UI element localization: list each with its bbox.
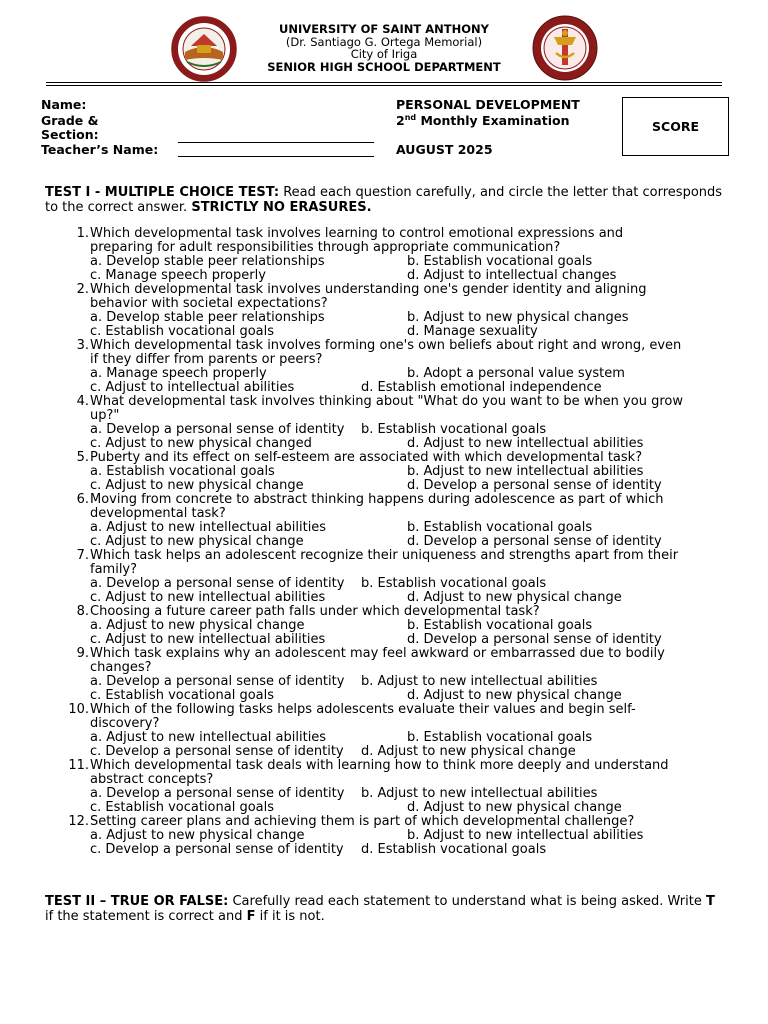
option-d[interactable]: d. Adjust to new intellectual abilities [407, 436, 644, 451]
option-b[interactable]: b. Establish vocational goals [407, 254, 593, 269]
option-c[interactable]: c. Adjust to new physical changed [90, 436, 312, 451]
question-number: 12. [68, 814, 89, 829]
question-text: What developmental task involves thinking about "What do you want to be when you grow [90, 394, 683, 409]
question-text: preparing for adult responsibilities through appropriate communication? [90, 240, 561, 255]
option-b[interactable]: b. Establish vocational goals [407, 520, 593, 535]
department-name: SENIOR HIGH SCHOOL DEPARTMENT [267, 60, 501, 74]
option-b[interactable]: b. Establish vocational goals [361, 576, 547, 591]
option-a[interactable]: a. Adjust to new intellectual abilities [90, 730, 327, 745]
section-label: Section: [41, 127, 99, 142]
option-d[interactable]: d. Manage sexuality [407, 324, 538, 339]
question-item [45, 703, 735, 759]
question-text: Choosing a future career path falls under which developmental task? [90, 604, 540, 619]
question-item [45, 647, 735, 703]
exam-date: AUGUST 2025 [396, 142, 493, 157]
question-number: 11. [68, 758, 89, 773]
question-item [45, 283, 735, 339]
test1-emphasis: STRICTLY NO ERASURES. [191, 200, 372, 215]
city-name: City of Iriga [350, 47, 418, 61]
section-field-line[interactable] [178, 142, 374, 143]
question-text: behavior with societal expectations? [90, 296, 328, 311]
option-a[interactable]: a. Develop a personal sense of identity [90, 422, 345, 437]
question-item [45, 815, 735, 857]
question-number: 3. [76, 338, 89, 353]
score-box [622, 97, 729, 156]
exam-title: 2nd Monthly Examination [396, 112, 570, 128]
university-name: UNIVERSITY OF SAINT ANTHONY [279, 22, 489, 36]
test2-instructions: TEST II – TRUE OR FALSE: Carefully read each statement to understand what is being asked. Write T if the statement is correct and F if it is not. [45, 894, 715, 924]
option-a[interactable]: a. Adjust to new physical change [90, 618, 305, 633]
option-c[interactable]: c. Develop a personal sense of identity [90, 744, 344, 759]
question-number: 8. [76, 604, 89, 619]
option-b[interactable]: b. Adjust to new intellectual abilities [361, 674, 598, 689]
option-b[interactable]: b. Adjust to new intellectual abilities [407, 828, 644, 843]
option-d[interactable]: d. Adjust to new physical change [407, 688, 622, 703]
option-b[interactable]: b. Adjust to new physical changes [407, 310, 629, 325]
question-text: Which task explains why an adolescent may feel awkward or embarrassed due to bodily [90, 646, 665, 661]
question-text: Which developmental task involves learning to control emotional expressions and [90, 226, 624, 241]
question-text: Moving from concrete to abstract thinking happens during adolescence as part of which [90, 492, 664, 507]
question-number: 5. [76, 450, 89, 465]
question-number: 4. [76, 394, 89, 409]
question-item [45, 605, 735, 647]
option-d[interactable]: d. Develop a personal sense of identity [407, 478, 662, 493]
name-label: Name: [41, 97, 87, 112]
option-c[interactable]: c. Adjust to new physical change [90, 534, 304, 549]
option-d[interactable]: d. Adjust to new physical change [407, 800, 622, 815]
option-b[interactable]: b. Establish vocational goals [361, 422, 547, 437]
subject-title: PERSONAL DEVELOPMENT [396, 97, 580, 112]
memorial-name: (Dr. Santiago G. Ortega Memorial) [285, 35, 483, 49]
question-item [45, 759, 735, 815]
header-rule-top [46, 82, 722, 83]
question-text: developmental task? [90, 506, 226, 521]
question-text: if they differ from parents or peers? [90, 352, 323, 367]
question-text: up?" [90, 408, 120, 423]
question-item [45, 395, 735, 451]
question-number: 2. [76, 282, 89, 297]
test1-instructions [45, 185, 725, 215]
option-d[interactable]: d. Adjust to intellectual changes [407, 268, 617, 283]
question-text: Which task helps an adolescent recognize their uniqueness and strengths apart from their [90, 548, 679, 563]
option-c[interactable]: c. Establish vocational goals [90, 688, 275, 703]
option-d[interactable]: d. Adjust to new physical change [361, 744, 576, 759]
option-c[interactable]: c. Adjust to new intellectual abilities [90, 590, 326, 605]
option-c[interactable]: c. Develop a personal sense of identity [90, 842, 344, 857]
question-text: Setting career plans and achieving them is part of which developmental challenge? [90, 814, 635, 829]
option-c[interactable]: c. Adjust to intellectual abilities [90, 380, 295, 395]
question-text: family? [90, 562, 138, 577]
option-c[interactable]: c. Establish vocational goals [90, 324, 275, 339]
question-number: 10. [68, 702, 89, 717]
option-c[interactable]: c. Manage speech properly [90, 268, 266, 283]
option-b[interactable]: b. Adopt a personal value system [407, 366, 625, 381]
option-a[interactable]: a. Adjust to new intellectual abilities [90, 520, 327, 535]
question-text: Which developmental task deals with learning how to think more deeply and understand [90, 758, 669, 773]
test1-text: Read each question carefully, and circle the letter that corresponds to the correct answer. [45, 185, 723, 215]
question-number: 1. [76, 226, 89, 241]
option-b[interactable]: b. Establish vocational goals [407, 730, 593, 745]
header-rule-bottom [46, 85, 722, 86]
question-text: abstract concepts? [90, 772, 214, 787]
question-text: Which developmental task involves forming one's own beliefs about right and wrong, even [90, 338, 682, 353]
option-d[interactable]: d. Adjust to new physical change [407, 590, 622, 605]
option-a[interactable]: a. Develop a personal sense of identity [90, 674, 345, 689]
question-text: Puberty and its effect on self-esteem are associated with which developmental task? [90, 450, 643, 465]
option-a[interactable]: a. Establish vocational goals [90, 464, 275, 479]
option-d[interactable]: d. Establish vocational goals [361, 842, 547, 857]
question-item [45, 339, 735, 395]
question-text: changes? [90, 660, 152, 675]
score-label: SCORE [652, 119, 699, 134]
question-item [45, 451, 735, 493]
option-a[interactable]: a. Develop a personal sense of identity [90, 786, 345, 801]
grade-label: Grade & [41, 113, 99, 128]
teacher-field-line[interactable] [178, 156, 374, 157]
question-text: Which developmental task involves understanding one's gender identity and aligning [90, 282, 647, 297]
question-text: Which of the following tasks helps adolescents evaluate their values and begin self- [90, 702, 636, 717]
question-number: 6. [76, 492, 89, 507]
question-item [45, 549, 735, 605]
question-item [45, 493, 735, 549]
test1-title: TEST I - MULTIPLE CHOICE TEST: [45, 185, 280, 200]
option-b[interactable]: b. Establish vocational goals [407, 618, 593, 633]
teacher-label: Teacher’s Name: [41, 142, 159, 157]
option-a[interactable]: a. Adjust to new physical change [90, 828, 305, 843]
question-number: 7. [76, 548, 89, 563]
question-list [45, 227, 735, 857]
option-d[interactable]: d. Develop a personal sense of identity [407, 534, 662, 549]
question-text: discovery? [90, 716, 160, 731]
option-c[interactable]: c. Adjust to new physical change [90, 478, 304, 493]
option-d[interactable]: d. Establish emotional independence [361, 380, 602, 395]
option-b[interactable]: b. Adjust to new intellectual abilities [407, 464, 644, 479]
option-a[interactable]: a. Manage speech properly [90, 366, 267, 381]
option-a[interactable]: a. Develop stable peer relationships [90, 310, 325, 325]
option-c[interactable]: c. Adjust to new intellectual abilities [90, 632, 326, 647]
question-item [45, 227, 735, 283]
option-c[interactable]: c. Establish vocational goals [90, 800, 275, 815]
option-a[interactable]: a. Develop a personal sense of identity [90, 576, 345, 591]
question-number: 9. [76, 646, 89, 661]
test2-title: TEST II – TRUE OR FALSE: [45, 894, 229, 909]
option-d[interactable]: d. Develop a personal sense of identity [407, 632, 662, 647]
option-a[interactable]: a. Develop stable peer relationships [90, 254, 325, 269]
option-b[interactable]: b. Adjust to new intellectual abilities [361, 786, 598, 801]
